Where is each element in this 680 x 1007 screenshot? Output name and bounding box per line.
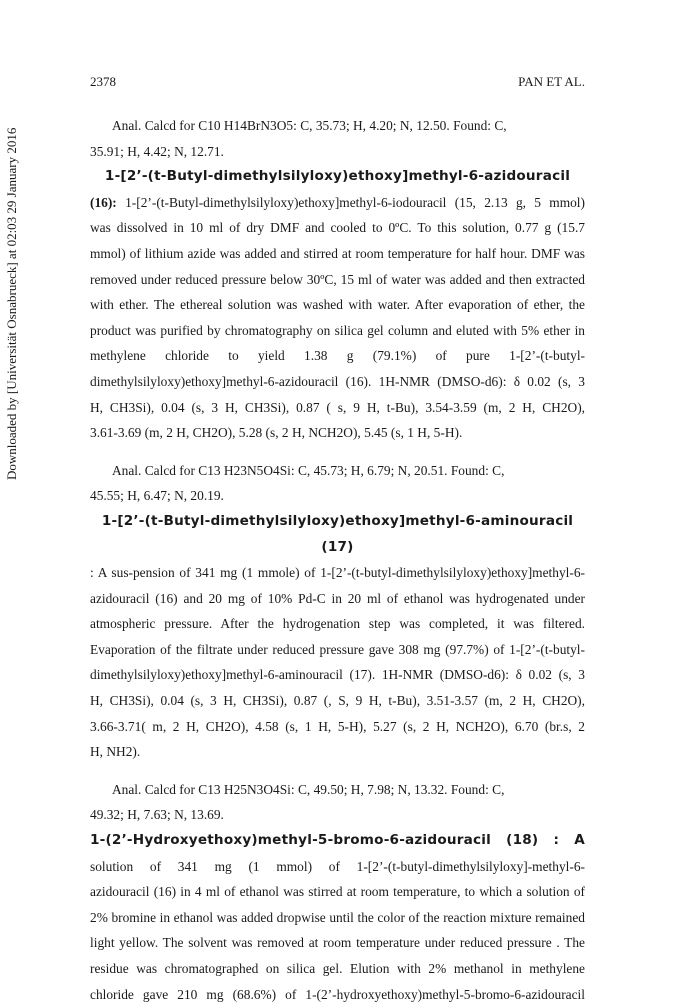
- text-line: 2% bromine in ethanol was added dropwise until the color of the reaction mixture remained: [90, 909, 585, 925]
- text-line: removed under reduced pressure below 30ºC, 15 ml of water was added and then extracted: [90, 271, 585, 287]
- running-head: PAN ET AL.: [518, 74, 585, 89]
- download-watermark: Downloaded by [Universität Osnabrueck] at 02:03 29 January 2016: [4, 127, 19, 480]
- compound-16-paragraph: [90, 190, 585, 446]
- text-line: 35.91; H, 4.42; N, 12.71.: [90, 143, 224, 159]
- text-line: 45.55; H, 6.47; N, 20.19.: [90, 488, 224, 504]
- text-line: 3.66-3.71( m, 2 H, CH2O), 4.58 (s, 1 H, 5-H), 5.27 (s, 2 H, NCH2O), 6.70 (br.s, 2: [90, 718, 585, 734]
- text-line: with ether. The ethereal solution was washed with water. After evaporation of ether, the: [90, 297, 585, 313]
- spacer: [90, 446, 585, 458]
- compound-16-heading: 1-[2’-(t-Butyl-dimethylsilyloxy)ethoxy]methyl-6-azidouracil: [104, 168, 571, 185]
- text-line: Anal. Calcd for C10 H14BrN3O5: C, 35.73; H, 4.20; N, 12.50. Found: C,: [112, 118, 507, 133]
- text-line: residue was chromatographed on silica gel. Elution with 2% methanol in methylene: [90, 961, 585, 976]
- text-line: product was purified by chromatography on silica gel column and eluted with 5% ether in: [90, 322, 585, 338]
- text-line: [90, 190, 585, 216]
- text-line: azidouracil (16) and 20 mg of 10% Pd-C in 20 ml of ethanol was hydrogenated under: [90, 590, 585, 606]
- text-line: 1-(2’-Hydroxyethoxy)methyl-5-bromo-6-azidouracil (18) : A: [90, 832, 585, 849]
- text-line: was dissolved in 10 ml of dry DMF and cooled to 0ºC. To this solution, 0.77 g (15.7: [90, 220, 585, 236]
- analysis-paragraph-1: [90, 113, 585, 164]
- text-line: dimethylsilyloxy)ethoxy]methyl-6-aminouracil (17). 1H-NMR (DMSO-d6): δ 0.02 (s, 3: [90, 667, 585, 683]
- text-line: Evaporation of the filtrate under reduced pressure gave 308 mg (97.7%) of 1-[2’-(t-butyl-: [90, 641, 585, 657]
- text-line: light yellow. The solvent was removed at room temperature under reduced pressure . The: [90, 935, 585, 951]
- text-line: methylene chloride to yield 1.38 g (79.1%) of pure 1-[2’-(t-butyl-: [90, 348, 585, 364]
- article-body: [90, 113, 585, 1007]
- spacer: [90, 765, 585, 777]
- page-header: [90, 74, 585, 94]
- text-line: H, CH3Si), 0.04 (s, 3 H, CH3Si), 0.87 ( s, 9 H, t-Bu), 3.54-3.59 (m, 2 H, CH2O),: [90, 399, 585, 415]
- page-number: 2378: [90, 74, 116, 89]
- compound-17-paragraph: [90, 560, 585, 765]
- compound-18-paragraph: [90, 854, 585, 1007]
- text-line: Anal. Calcd for C13 H23N5O4Si: C, 45.73; H, 6.79; N, 20.51. Found: C,: [112, 462, 505, 478]
- text-run: 1-[2’-(t-Butyl-dimethylsilyloxy)ethoxy]methyl-6-iodouracil (15, 2.13 g, 5 mmol): [125, 194, 585, 210]
- text-line: 49.32; H, 7.63; N, 13.69.: [90, 807, 224, 823]
- text-line: azidouracil (16) in 4 ml of ethanol was stirred at room temperature, to which a solution of: [90, 884, 585, 900]
- text-line: 3.61-3.69 (m, 2 H, CH2O), 5.28 (s, 2 H, NCH2O), 5.45 (s, 1 H, 5-H).: [90, 425, 463, 441]
- text-line: : A sus-pension of 341 mg (1 mmole) of 1-[2’-(t-butyl-dimethylsilyloxy)ethoxy]methyl-6-: [90, 565, 585, 581]
- text-line: Anal. Calcd for C13 H25N3O4Si: C, 49.50; H, 7.98; N, 13.32. Found: C,: [112, 781, 505, 797]
- text-line: atmospheric pressure. After the hydrogenation step was completed, it was filtered.: [90, 616, 585, 632]
- compound-label: (16):: [90, 194, 117, 210]
- text-line: solution of 341 mg (1 mmol) of 1-[2’-(t-butyl-dimethylsilyloxy]-methyl-6-: [90, 858, 585, 874]
- analysis-paragraph-3: [90, 777, 585, 828]
- text-line: H, CH3Si), 0.04 (s, 3 H, CH3Si), 0.87 (, S, 9 H, t-Bu), 3.51-3.57 (m, 2 H, CH2O),: [90, 693, 585, 709]
- text-line: H, NH2).: [90, 744, 141, 760]
- compound-17-heading: 1-[2’-(t-Butyl-dimethylsilyloxy)ethoxy]methyl-6-aminouracil (17): [101, 512, 574, 555]
- text-line: chloride gave 210 mg (68.6%) of 1-(2’-hydroxyethoxy)methyl-5-bromo-6-azidouracil: [90, 986, 585, 1002]
- compound-18-heading: [90, 828, 585, 854]
- analysis-paragraph-2: [90, 458, 585, 509]
- text-line: mmol) of lithium azide was added and stirred at room temperature for half hour. DMF was: [90, 245, 585, 261]
- text-line: dimethylsilyloxy)ethoxy]methyl-6-azidouracil (16). 1H-NMR (DMSO-d6): δ 0.02 (s, 3: [90, 373, 585, 389]
